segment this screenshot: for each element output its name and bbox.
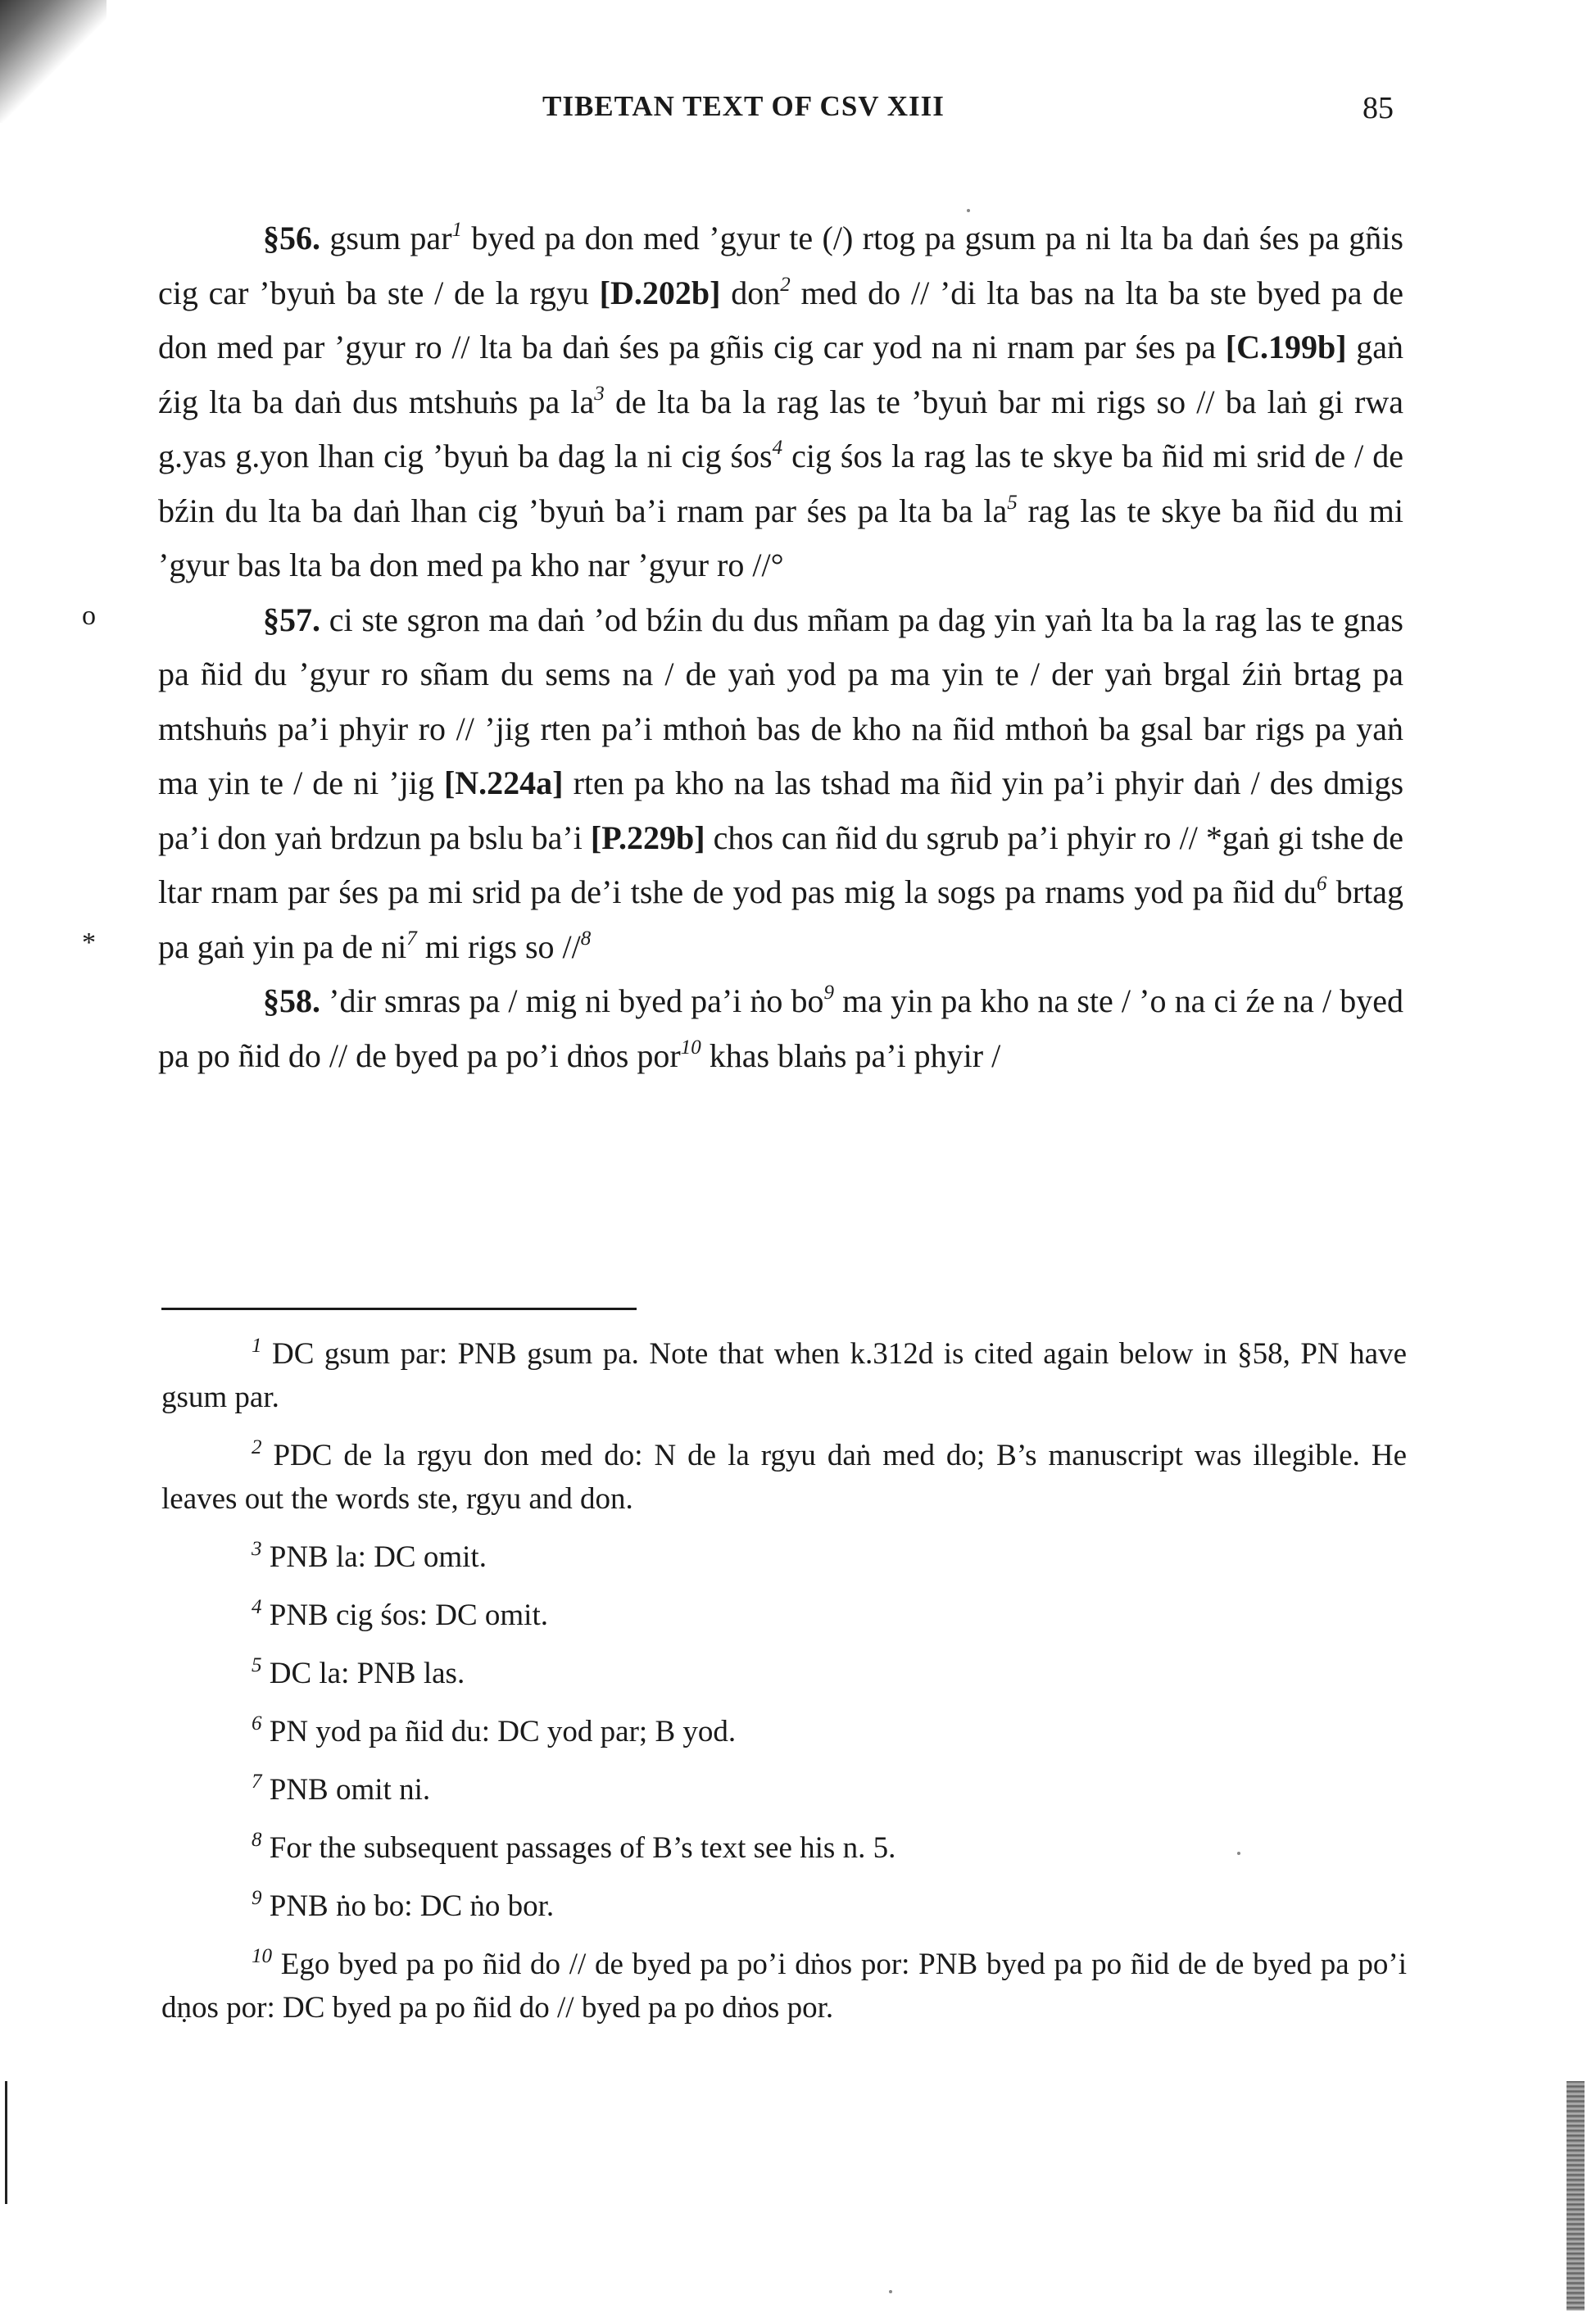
footnote-divider — [161, 1308, 637, 1310]
footnote-number: 10 — [252, 1945, 272, 1967]
tibetan-text-body — [158, 211, 1403, 1083]
text-segment: rag las te skye ba ñid du mi ’gyur bas lta ba don med pa kho nar ’gyur ro //° — [158, 492, 1403, 583]
scan-edge-left — [5, 2081, 7, 2204]
footnote-text: DC gsum par: PNB gsum pa. Note that when k.312d is cited again below in §58, PN have gsum par. — [161, 1337, 1407, 1414]
footnote-ref: 1 — [451, 219, 463, 241]
text-segment: brtag pa gaṅ yin pa de ni — [158, 873, 1403, 965]
page-header — [0, 90, 1596, 131]
footnote-ref: 10 — [680, 1036, 701, 1059]
text-segment: gsum par — [320, 220, 452, 256]
footnote — [161, 1768, 1407, 1812]
edition-ref: [C.199b] — [1225, 329, 1347, 365]
footnote — [161, 1434, 1407, 1521]
edition-ref: [P.229b] — [590, 819, 705, 856]
footnote-text: PNB omit ni. — [261, 1773, 431, 1807]
text-segment: chos can ñid du sgrub pa’i phyir ro // *gaṅ gi tshe de ltar rnam par śes pa mi srid pa de’i tshe de yod pas mig la sogs pa rnams yod pa ñid du — [158, 819, 1403, 910]
text-segment: khas blaṅs pa’i phyir / — [701, 1036, 1001, 1074]
footnote-text: PDC de la rgyu don med do: N de la rgyu daṅ med do; B’s manuscript was illegible. He leaves out the words ste, rgyu and don. — [161, 1439, 1407, 1516]
footnote-number: 3 — [252, 1538, 262, 1560]
footnote-number: 5 — [252, 1654, 262, 1676]
page-number: 85 — [1362, 91, 1394, 125]
text-segment: ’dir smras pa / mig ni byed pa’i ṅo bo — [320, 982, 824, 1019]
footnote-number: 7 — [252, 1771, 262, 1793]
scan-speck — [889, 2290, 892, 2293]
footnote-ref: 3 — [594, 382, 605, 405]
text-segment: cig śos la rag las te skye ba ñid mi srid de / de bźin du lta ba daṅ lhan cig ’byuṅ ba’i rnam par śes pa lta ba la — [158, 438, 1403, 529]
footnote-number: 8 — [252, 1829, 262, 1851]
section-57 — [158, 593, 1403, 975]
text-segment: byed pa don med ’gyur te (/) rtog pa gsum pa ni lta ba daṅ śes pa gñis cig car ’byuṅ ba ste / de la rgyu — [158, 220, 1403, 311]
footnote-number: 2 — [252, 1436, 262, 1458]
edition-ref: [N.224a] — [443, 764, 564, 801]
footnote-ref: 4 — [772, 437, 783, 459]
footnote-number: 4 — [252, 1596, 262, 1618]
edition-ref: [D.202b] — [599, 274, 721, 311]
section-58 — [158, 974, 1403, 1083]
text-segment: gaṅ źig lta ba daṅ dus mtshuṅs pa la — [158, 329, 1403, 420]
section-number: §57. — [263, 601, 320, 638]
text-segment: med do // ’di lta bas na lta ba ste byed pa de don med par ’gyur ro // lta ba daṅ śes pa gñis cig car yod na ni rnam par śes pa — [158, 274, 1403, 365]
text-segment: ma yin pa kho na ste / ’o na ci źe na / byed pa po ñid do // de byed pa po’i dṅos por — [158, 982, 1403, 1074]
footnote-number: 9 — [252, 1887, 262, 1909]
footnote-ref: 9 — [823, 982, 835, 1004]
footnote — [161, 1535, 1407, 1579]
footnote — [161, 1710, 1407, 1753]
scan-edge-right — [1567, 2081, 1585, 2311]
footnote — [161, 1332, 1407, 1419]
footnote-ref: 6 — [1317, 873, 1327, 895]
footnote-text: PNB la: DC omit. — [261, 1540, 487, 1574]
section-number: §56. — [263, 220, 320, 256]
footnote-text: PNB cig śos: DC omit. — [261, 1599, 548, 1632]
text-segment: don — [720, 274, 781, 311]
margin-circle-mark: o — [82, 601, 96, 631]
footnote-text: PNB ṅo bo: DC ṅo bor. — [261, 1889, 555, 1923]
footnote — [161, 1594, 1407, 1637]
footnote-ref: 8 — [580, 927, 592, 950]
footnote-ref: 5 — [1007, 491, 1018, 514]
section-number: §58. — [263, 982, 320, 1019]
text-segment: rten pa kho na las tshad ma ñid yin pa’i phyir daṅ / des dmigs pa’i don yaṅ brdzun pa bslu ba’i — [158, 764, 1404, 856]
section-56 — [158, 211, 1403, 593]
footnote-ref: 2 — [780, 273, 791, 296]
footnote-text: PN yod pa ñid du: DC yod par; B yod. — [261, 1715, 737, 1748]
footnote-number: 6 — [252, 1712, 262, 1735]
footnote-text: Ego byed pa po ñid do // de byed pa po’i dṅos por: PNB byed pa po ñid de de byed pa po’i dṇos por: DC byed pa po ñid do // byed pa po dṅos por. — [161, 1948, 1407, 2025]
footnote — [161, 1826, 1407, 1870]
running-title: TIBETAN TEXT OF CSV XIII — [542, 90, 945, 122]
footnote-ref: 7 — [406, 927, 417, 950]
margin-star-mark: * — [82, 927, 96, 958]
footnote-text: DC la: PNB las. — [261, 1657, 465, 1690]
footnote-text: For the subsequent passages of B’s text see his n. 5. — [261, 1831, 896, 1865]
footnotes — [161, 1332, 1407, 2044]
footnote — [161, 1943, 1407, 2029]
footnote-number: 1 — [252, 1335, 262, 1357]
text-segment: de lta ba la rag las te ’byuṅ bar mi rigs so // ba laṅ gi rwa g.yas g.yon lhan cig ’byuṅ ba dag la ni cig śos — [158, 383, 1404, 474]
footnote — [161, 1884, 1407, 1928]
text-segment: mi rigs so // — [416, 927, 581, 965]
footnote — [161, 1652, 1407, 1695]
text-segment: ci ste sgron ma daṅ ’od bźin du dus mñam pa dag yin yaṅ lta ba la rag las te gnas pa ñid du ’gyur ro sñam du sems na / de yaṅ yod pa ma yin te / der yaṅ brgal źiṅ brtag pa mtshuṅs pa’i phyir ro // ’jig rten pa’i mthoṅ bas de kho na ñid mthoṅ ba gsal bar rigs pa yaṅ ma yin te / de ni ’jig — [158, 601, 1403, 801]
